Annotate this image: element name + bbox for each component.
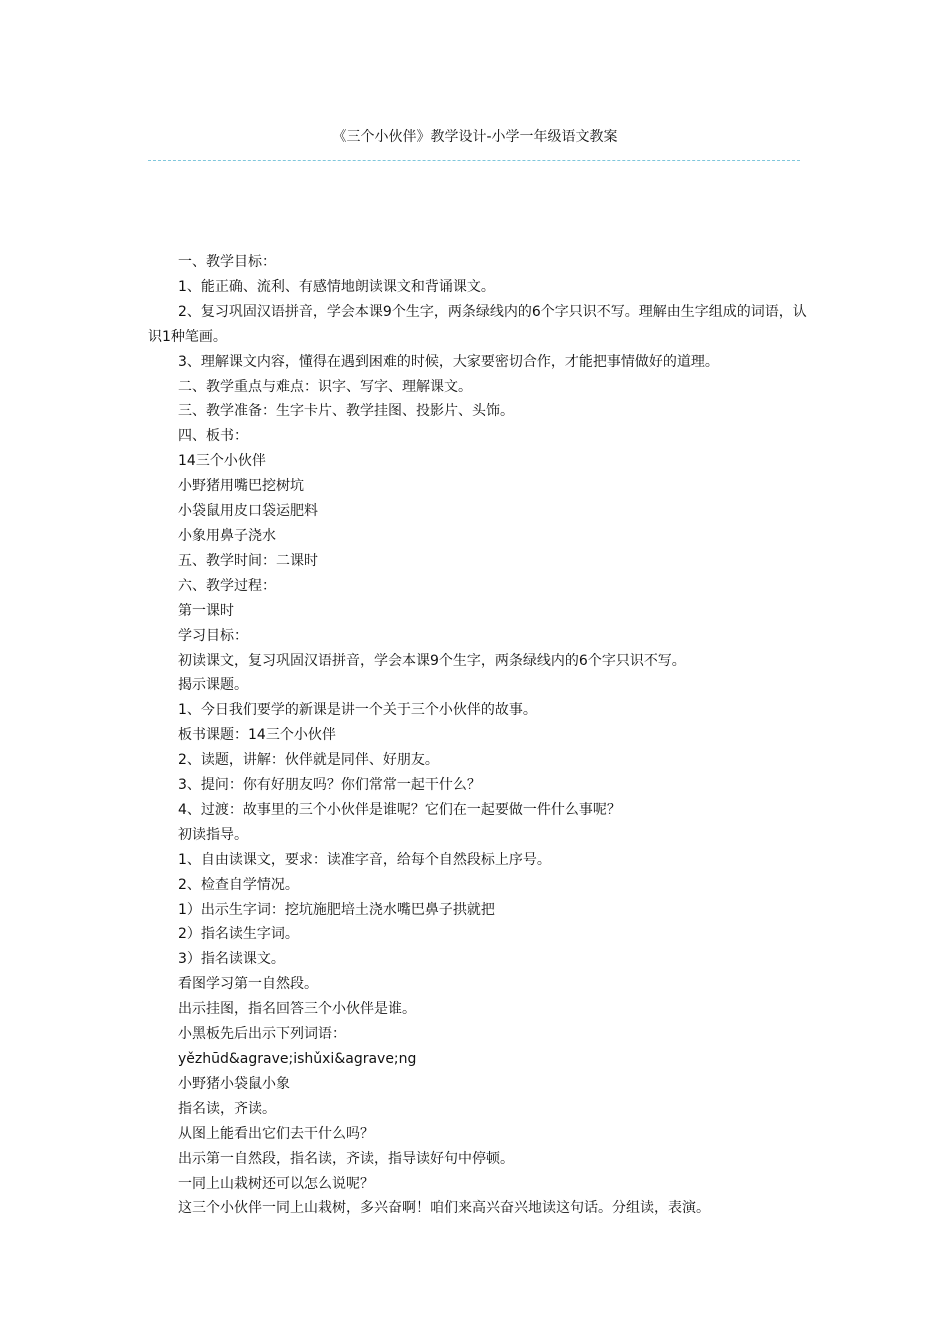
- paragraph: 小袋鼠用皮口袋运肥料: [178, 503, 318, 520]
- paragraph: 14三个小伙伴: [178, 453, 266, 470]
- paragraph: 2、复习巩固汉语拼音，学会本课9个生字，两条绿线内的6个字只识不写。理解由生字组成的词语，认识1种笔画。: [148, 303, 807, 345]
- paragraph: 初读课文，复习巩固汉语拼音，学会本课9个生字，两条绿线内的6个字只识不写。: [178, 652, 686, 669]
- title-divider: [148, 160, 800, 161]
- paragraph: 3）指名读课文。: [178, 951, 285, 968]
- paragraph: 六、教学过程：: [178, 577, 276, 594]
- paragraph: 小野猪小袋鼠小象: [178, 1075, 290, 1092]
- paragraph: 出示挂图，指名回答三个小伙伴是谁。: [178, 1001, 416, 1018]
- paragraph: 3、理解课文内容，懂得在遇到困难的时候，大家要密切合作，才能把事情做好的道理。: [178, 353, 719, 370]
- paragraph: 初读指导。: [178, 826, 248, 843]
- paragraph: 看图学习第一自然段。: [178, 976, 318, 993]
- paragraph: 第一课时: [178, 602, 234, 619]
- paragraph: 出示第一自然段，指名读，齐读，指导读好句中停顿。: [178, 1150, 514, 1167]
- paragraph: 三、教学准备：生字卡片、教学挂图、投影片、头饰。: [178, 403, 514, 420]
- paragraph: 板书课题：14三个小伙伴: [178, 727, 336, 744]
- paragraph: 揭示课题。: [178, 677, 248, 694]
- paragraph: 学习目标：: [178, 627, 248, 644]
- paragraph: 指名读，齐读。: [178, 1100, 276, 1117]
- paragraph: 一、教学目标：: [178, 254, 276, 270]
- paragraph: 二、教学重点与难点：识字、写字、理解课文。: [178, 378, 472, 395]
- paragraph: 小野猪用嘴巴挖树坑: [178, 478, 304, 495]
- paragraph: 2）指名读生字词。: [178, 926, 299, 943]
- paragraph: 1）出示生字词：挖坑施肥培土浇水嘴巴鼻子拱就把: [178, 901, 495, 918]
- paragraph: 五、教学时间：二课时: [178, 552, 318, 569]
- document-title: 《三个小伙伴》教学设计-小学一年级语文教案: [332, 129, 618, 145]
- paragraph: 1、今日我们要学的新课是讲一个关于三个小伙伴的故事。: [178, 702, 537, 719]
- paragraph: 2、读题，讲解：伙伴就是同伴、好朋友。: [178, 752, 439, 769]
- paragraph: 1、自由读课文，要求：读准字音，给每个自然段标上序号。: [178, 851, 551, 868]
- paragraph: 这三个小伙伴一同上山栽树，多兴奋啊！咱们来高兴奋兴地读这句话。分组读，表演。: [178, 1200, 710, 1217]
- paragraph: 一同上山栽树还可以怎么说呢？: [178, 1175, 374, 1192]
- paragraph: yězhūd&agrave;ishǔxi&agrave;ng: [178, 1051, 417, 1067]
- paragraph: 从图上能看出它们去干什么吗？: [178, 1125, 374, 1142]
- paragraph: 4、过渡：故事里的三个小伙伴是谁呢？它们在一起要做一件什么事呢？: [178, 801, 621, 818]
- paragraph: 小象用鼻子浇水: [178, 527, 276, 544]
- paragraph: 2、检查自学情况。: [178, 876, 299, 893]
- document-body: [148, 250, 820, 1221]
- paragraph: 四、板书：: [178, 428, 248, 445]
- paragraph: 1、能正确、流利、有感情地朗读课文和背诵课文。: [178, 278, 495, 295]
- paragraph: 小黑板先后出示下列词语：: [178, 1026, 346, 1043]
- paragraph: 3、提问：你有好朋友吗？你们常常一起干什么？: [178, 777, 481, 794]
